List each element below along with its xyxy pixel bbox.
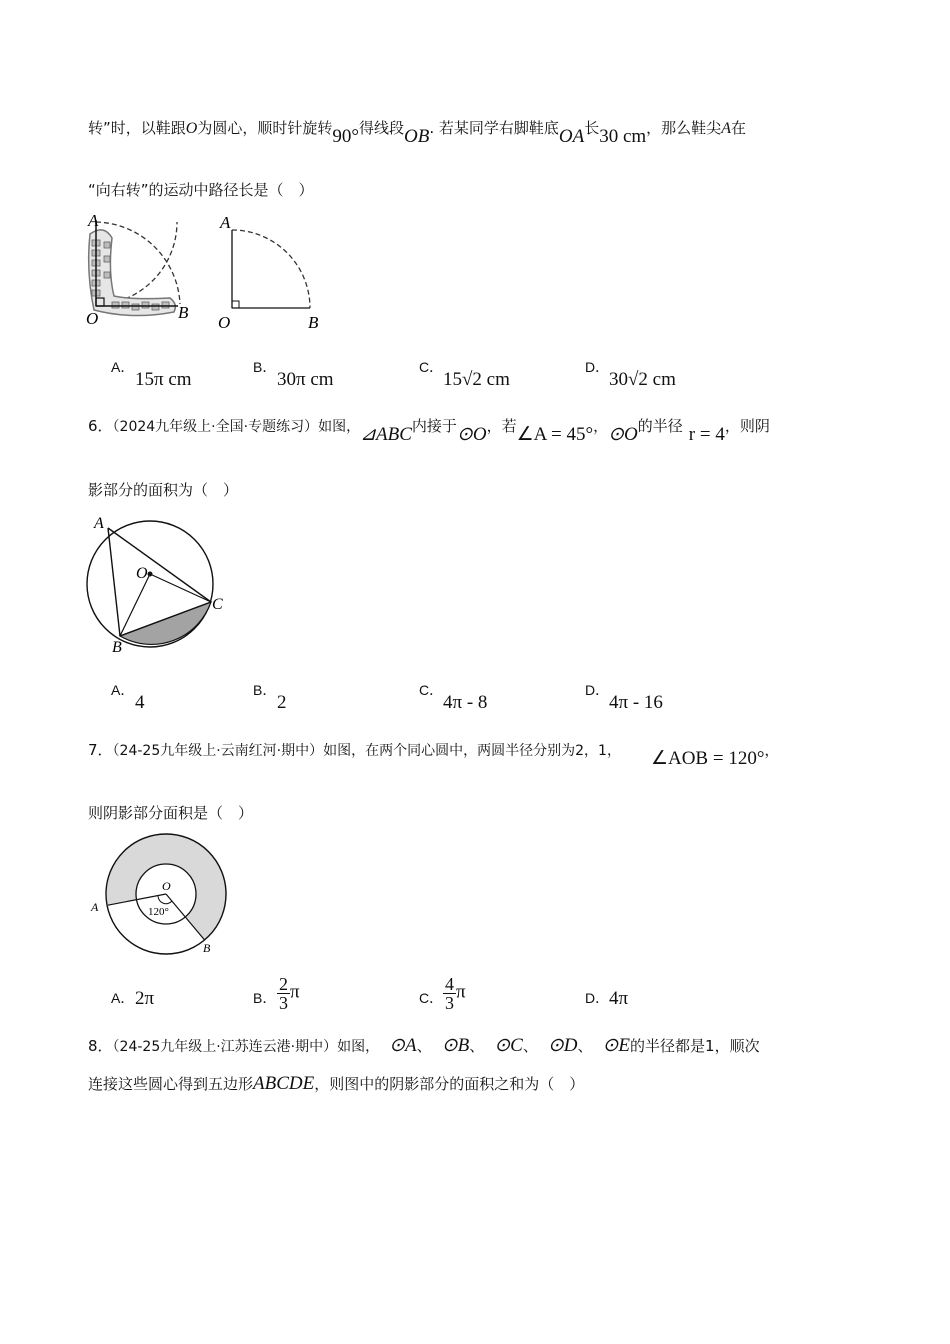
q8-stem-line1: 8．（24-25九年级上·江苏连云港·期中）如图， ⊙A、 ⊙B、 ⊙C、 ⊙D、 ⊙E的半径都是1，顺次 — [88, 1035, 760, 1056]
q6-figure — [80, 506, 230, 656]
q7-stem-line1: 7．（24-25九年级上·云南红河·期中）如图，在两个同心圆中，两圆半径分别为2，1， ∠AOB = 120°， — [88, 741, 780, 769]
q7-label-o: O — [162, 879, 171, 893]
q6-label-c: C — [212, 596, 223, 613]
q5-shoe-label-b: B — [178, 303, 189, 322]
q7-label-a: A — [91, 900, 99, 914]
q5-shoe-label-a: A — [88, 212, 99, 230]
q6-label-o: O — [136, 565, 148, 582]
q5-shoe-label-o: O — [86, 309, 99, 328]
q5-stem-line2: “向右转”的运动中路径长是（ ） — [88, 181, 314, 199]
q5-quarter-label-o: O — [218, 313, 231, 332]
q7-label-b: B — [203, 941, 211, 955]
q8-stem-line2: 连接这些圆心得到五边形ABCDE，则图中的阴影部分的面积之和为（ ） — [88, 1073, 585, 1094]
q5-stem-line1: 转”时，以鞋跟O为圆心，顺时针旋转90°得线段OB. 若某同学右脚鞋底OA长30 cm，那么鞋尖A在 — [88, 119, 746, 147]
q6-label-b: B — [112, 639, 122, 656]
q7-fraction-c: $\frac{4}{3}$ — [445, 974, 454, 1013]
q5-quarter-label-b: B — [308, 313, 319, 332]
q5-figure-shoe — [82, 212, 192, 332]
q6-label-a: A — [94, 515, 104, 532]
q7-angle-label: 120° — [148, 906, 169, 918]
q6-stem-line2: 影部分的面积为（ ） — [88, 481, 239, 499]
q5-figure-quarter — [214, 212, 334, 332]
q7-stem-line2: 则阴影部分面积是（ ） — [88, 804, 254, 822]
q7-fraction-b: $\frac{2}{3}$ — [279, 974, 288, 1013]
q5-quarter-label-a: A — [220, 213, 231, 232]
q6-stem-line1: 6．（2024九年级上·全国·专题练习）如图，⊿ABC内接于⊙O，若∠A = 45°，⊙O的半径 r = 4，则阴 — [88, 417, 770, 445]
q7-figure — [86, 830, 236, 960]
